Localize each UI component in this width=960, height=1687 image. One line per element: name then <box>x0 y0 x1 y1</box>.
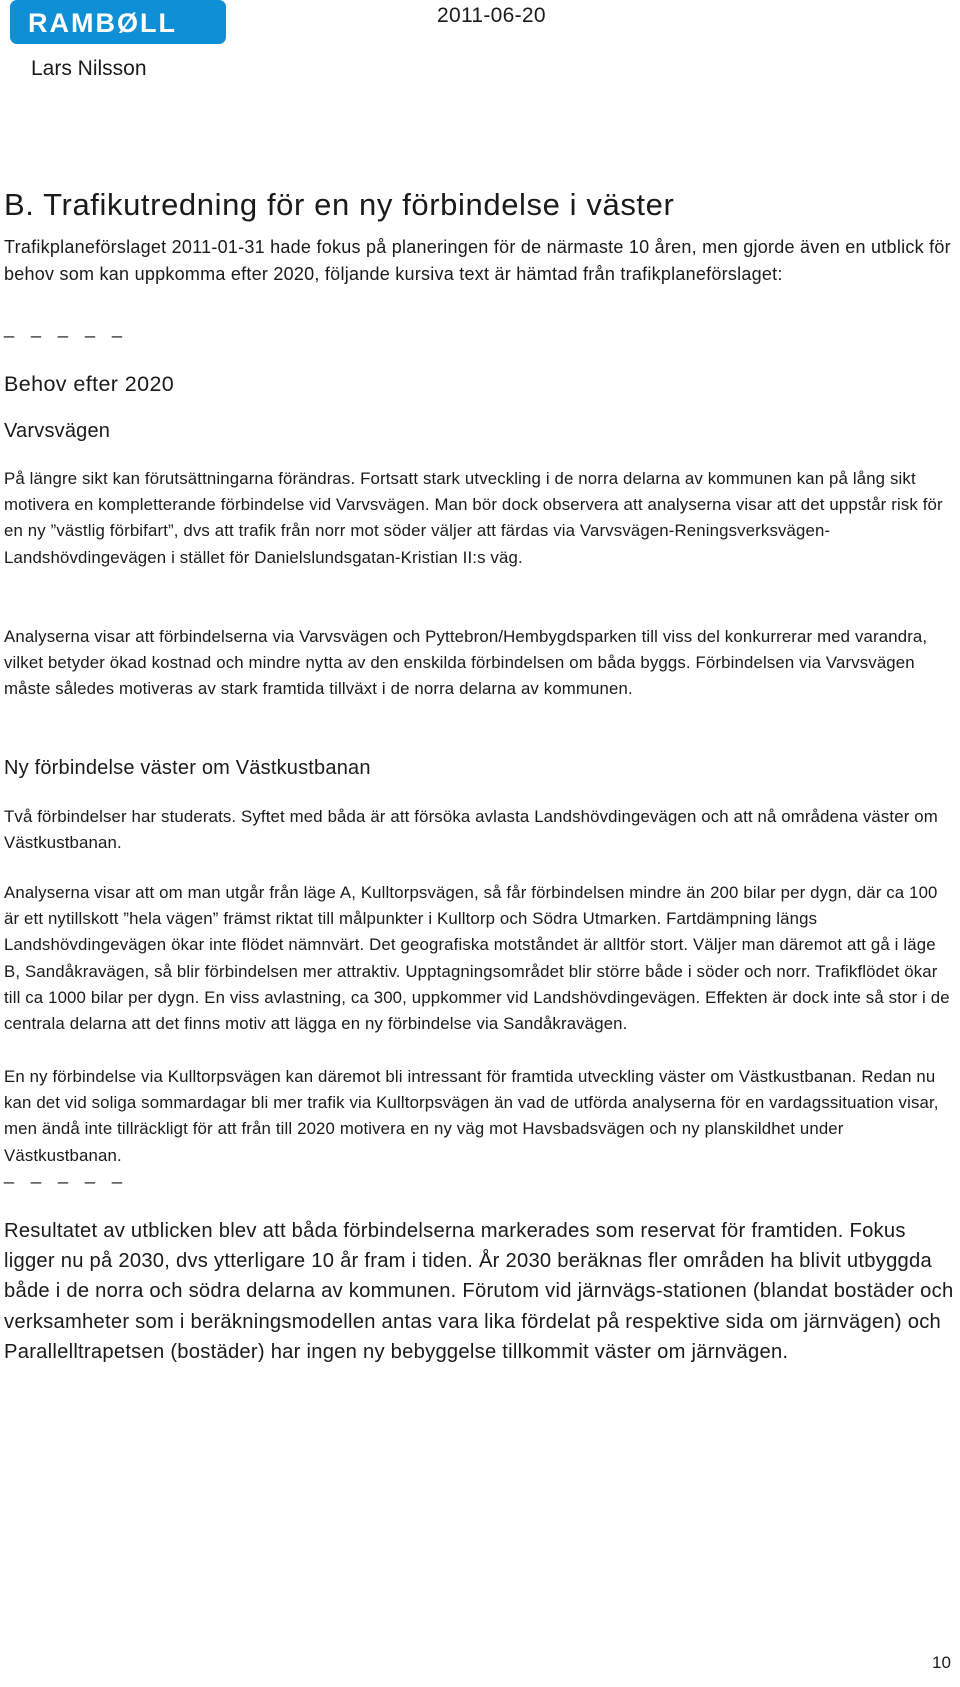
subheading-behov: Behov efter 2020 <box>4 372 175 396</box>
ramboll-logo-wordmark <box>28 7 208 37</box>
document-date: 2011-06-20 <box>437 4 546 27</box>
document-author: Lars Nilsson <box>31 57 147 80</box>
logo-wordmark-text: RAMBØLL <box>28 8 177 37</box>
paragraph-ny-2: Analyserna visar att om man utgår från läge A, Kulltorpsvägen, så får förbindelsen mindre än 200 bilar per dygn, där ca 100 är ett nytillskott ”hela vägen” främst riktat till målpunkter i Kulltorp och Södra Utmarken. Fartdämpning längs Landshövdingevägen ökar inte flödet nämnvärt. Det geografiska motståndet är alltför stort. Väljer man däremot att gå i läge B, Sandåkravägen, så blir förbindelsen mer attraktiv. Upptagningsområdet blir större både i söder och norr. Trafikflödet ökar till ca 1000 bilar per dygn. En viss avlastning, ca 300, uppkommer vid Landshövdingevägen. Effekten är dock inte så stor i de centrala delarna att det finns motiv att lägga en ny förbindelse via Sandåkravägen. <box>4 883 950 1034</box>
paragraph-varvsvagen-1: På längre sikt kan förutsättningarna förändras. Fortsatt stark utveckling i de norra delarna av kommunen kan på lång sikt motivera en kompletterande förbindelse vid Varvsvägen. Man bör dock observera att analyserna visar att det uppstår risk för en ny ”västlig förbifart”, dvs att trafik från norr mot söder väljer att färdas via Varvsvägen-Reningsverksvägen-Landshövdingevägen i stället för Danielslundsgatan-Kristian II:s väg. <box>4 469 943 567</box>
ramboll-logo <box>10 0 226 44</box>
intro-paragraph: Trafikplaneförslaget 2011-01-31 hade fokus på planeringen för de närmaste 10 åren, men gjorde även en utblick för behov som kan uppkomma efter 2020, följande kursiva text är hämtad från trafikplaneförslaget: <box>4 237 951 284</box>
paragraph-ny-3: En ny förbindelse via Kulltorpsvägen kan däremot bli intressant för framtida utveckling väster om Västkustbanan. Redan nu kan det vid soliga sommardagar bli mer trafik via Kulltorpsvägen än vad de utförda analyserna för en vardagssituation visar, men ändå inte tillräckligt för att från till 2020 motivera en ny väg mot Havsbadsvägen och ny planskildhet under Västkustbanan. <box>4 1067 939 1165</box>
conclusion-paragraph: Resultatet av utblicken blev att båda förbindelserna markerades som reservat för framtiden. Fokus ligger nu på 2030, dvs ytterligare 10 år fram i tiden. År 2030 beräknas fler områden ha blivit utbyggda både i de norra och södra delarna av kommunen. Förutom vid järnvägs-stationen (blandat bostäder och verksamheter som i beräkningsmodellen antas vara lika fördelat på respektive sida om järnvägen) och Parallelltrapetsen (bostäder) har ingen ny bebyggelse tillkommit väster om järnvägen. <box>4 1220 954 1363</box>
divider-dashes-top: _ _ _ _ _ <box>4 318 129 338</box>
page-number: 10 <box>932 1653 951 1672</box>
section-title: B. Trafikutredning för en ny förbindelse i väster <box>4 187 675 222</box>
paragraph-ny-1: Två förbindelser har studerats. Syftet med båda är att försöka avlasta Landshövdingevägen och att nå områdena väster om Västkustbanan. <box>4 807 938 853</box>
subheading-ny-forbindelse: Ny förbindelse väster om Västkustbanan <box>4 757 371 779</box>
paragraph-varvsvagen-2: Analyserna visar att förbindelserna via Varvsvägen och Pyttebron/Hembygdsparken till viss del konkurrerar med varandra, vilket betyder ökad kostnad och mindre nytta av den enskilda förbindelsen om båda byggs. Förbindelsen via Varvsvägen måste således motiveras av stark framtida tillväxt i de norra delarna av kommunen. <box>4 627 928 699</box>
divider-dashes-bottom: _ _ _ _ _ <box>4 1164 129 1184</box>
subheading-varvsvagen: Varvsvägen <box>4 420 111 442</box>
